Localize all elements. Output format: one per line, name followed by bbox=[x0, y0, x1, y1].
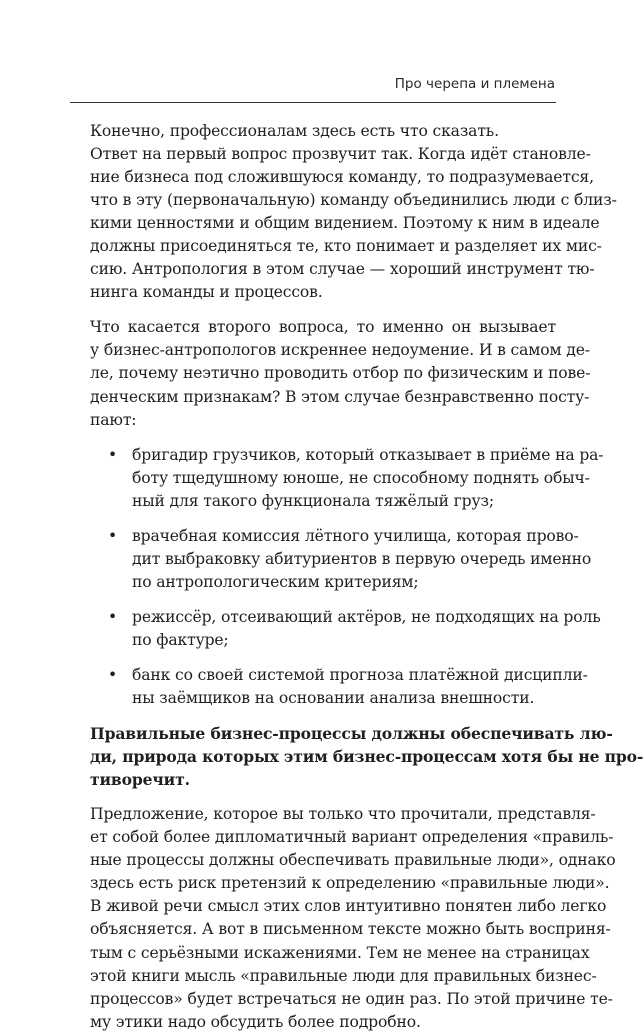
text-line: по фактуре; bbox=[132, 630, 229, 649]
text-line: боту тщедушному юноше, не способному поднять обыч- bbox=[132, 468, 590, 487]
text-line: В живой речи смысл этих слов интуитивно понятен либо легко bbox=[90, 897, 607, 916]
bullet-gap bbox=[90, 652, 556, 664]
bullet-text bbox=[132, 444, 604, 513]
bullet-text bbox=[132, 525, 592, 594]
paragraph-1 bbox=[90, 120, 556, 143]
text-line: ны заёмщиков на основании анализа внешности. bbox=[132, 689, 535, 708]
paragraph-2 bbox=[90, 143, 617, 304]
bullet-item bbox=[90, 525, 592, 594]
text-line: Что касается второго вопроса, то именно он вызывает bbox=[90, 318, 556, 337]
text-line: дит выбраковку абитуриентов в первую очередь именно bbox=[132, 549, 592, 568]
bullet-gap bbox=[90, 513, 556, 525]
text-line: объясняется. А вот в письменном тексте можно быть восприня- bbox=[90, 920, 611, 939]
text-line: му этики надо обсудить более подробно. bbox=[90, 1012, 421, 1031]
text-line: Правильные бизнес-процессы должны обеспечивать лю- bbox=[90, 724, 613, 744]
paragraph-gap bbox=[90, 432, 556, 444]
text-line: режиссёр, отсеивающий актёров, не подходящих на роль bbox=[132, 607, 601, 626]
text-line: тиворечит. bbox=[90, 770, 190, 790]
text-line: процессов» будет встречаться не один раз. По этой причине те- bbox=[90, 989, 613, 1008]
text-line: Конечно, профессионалам здесь есть что сказать. bbox=[90, 122, 499, 140]
text-line: банк со своей системой прогноза платёжной дисципли- bbox=[132, 665, 588, 684]
text-line: сию. Антропология в этом случае — хороший инструмент тю- bbox=[90, 260, 595, 279]
bullet-gap bbox=[90, 594, 556, 606]
bullet-icon: • bbox=[108, 526, 118, 545]
text-line: ный для такого функционала тяжёлый груз; bbox=[132, 491, 494, 510]
bullet-icon: • bbox=[108, 607, 118, 626]
bullet-item bbox=[90, 444, 604, 513]
text-line: кими ценностями и общим видением. Поэтому к ним в идеале bbox=[90, 214, 600, 233]
bullet-list bbox=[90, 444, 604, 710]
paragraph-gap bbox=[90, 791, 556, 803]
bullet-icon: • bbox=[108, 445, 118, 464]
paragraph-4 bbox=[90, 803, 616, 1033]
header-rule bbox=[70, 102, 556, 103]
text-line: по антропологическим критериям; bbox=[132, 572, 419, 591]
text-line: ди, природа которых этим бизнес-процессам хотя бы не про- bbox=[90, 747, 644, 767]
text-line: этой книги мысль «правильные люди для правильных бизнес- bbox=[90, 966, 597, 985]
text-line: здесь есть риск претензий к определению «правильные люди». bbox=[90, 874, 610, 893]
text-line: пают: bbox=[90, 410, 137, 429]
bold-statement bbox=[90, 722, 644, 791]
paragraph-3 bbox=[90, 316, 591, 431]
paragraph-gap bbox=[90, 710, 556, 722]
text-line: Ответ на первый вопрос прозвучит так. Когда идёт становле- bbox=[90, 145, 591, 164]
text-line: ле, почему неэтично проводить отбор по физическим и пове- bbox=[90, 364, 591, 383]
text-line: должны присоединяться те, кто понимает и разделяет их мис- bbox=[90, 237, 602, 256]
text-line: Предложение, которое вы только что прочитали, представля- bbox=[90, 805, 596, 824]
bullet-item bbox=[90, 664, 588, 710]
bullet-text bbox=[132, 664, 588, 710]
running-head: Про черепа и племена bbox=[394, 76, 555, 92]
bullet-text bbox=[132, 606, 601, 652]
bullet-icon: • bbox=[108, 665, 118, 684]
text-line: ные процессы должны обеспечивать правильные люди», однако bbox=[90, 851, 616, 870]
text-line: тым с серьёзными искажениями. Тем не менее на страницах bbox=[90, 943, 590, 962]
text-line: врачебная комиссия лётного училища, которая прово- bbox=[132, 526, 579, 545]
text-line: ет собой более дипломатичный вариант определения «правиль- bbox=[90, 828, 614, 847]
text-line: ние бизнеса под сложившуюся команду, то подразумевается, bbox=[90, 168, 594, 187]
text-line: что в эту (первоначальную) команду объединились люди с близ- bbox=[90, 191, 617, 210]
text-line: нинга команды и процессов. bbox=[90, 283, 323, 302]
page-body bbox=[90, 120, 644, 1034]
text-line: денческим признакам? В этом случае безнравственно посту- bbox=[90, 387, 590, 406]
text-line: у бизнес-антропологов искреннее недоумение. И в самом де- bbox=[90, 341, 590, 360]
bullet-item bbox=[90, 606, 601, 652]
paragraph-gap bbox=[90, 304, 556, 316]
text-line: бригадир грузчиков, который отказывает в приёме на ра- bbox=[132, 445, 604, 464]
